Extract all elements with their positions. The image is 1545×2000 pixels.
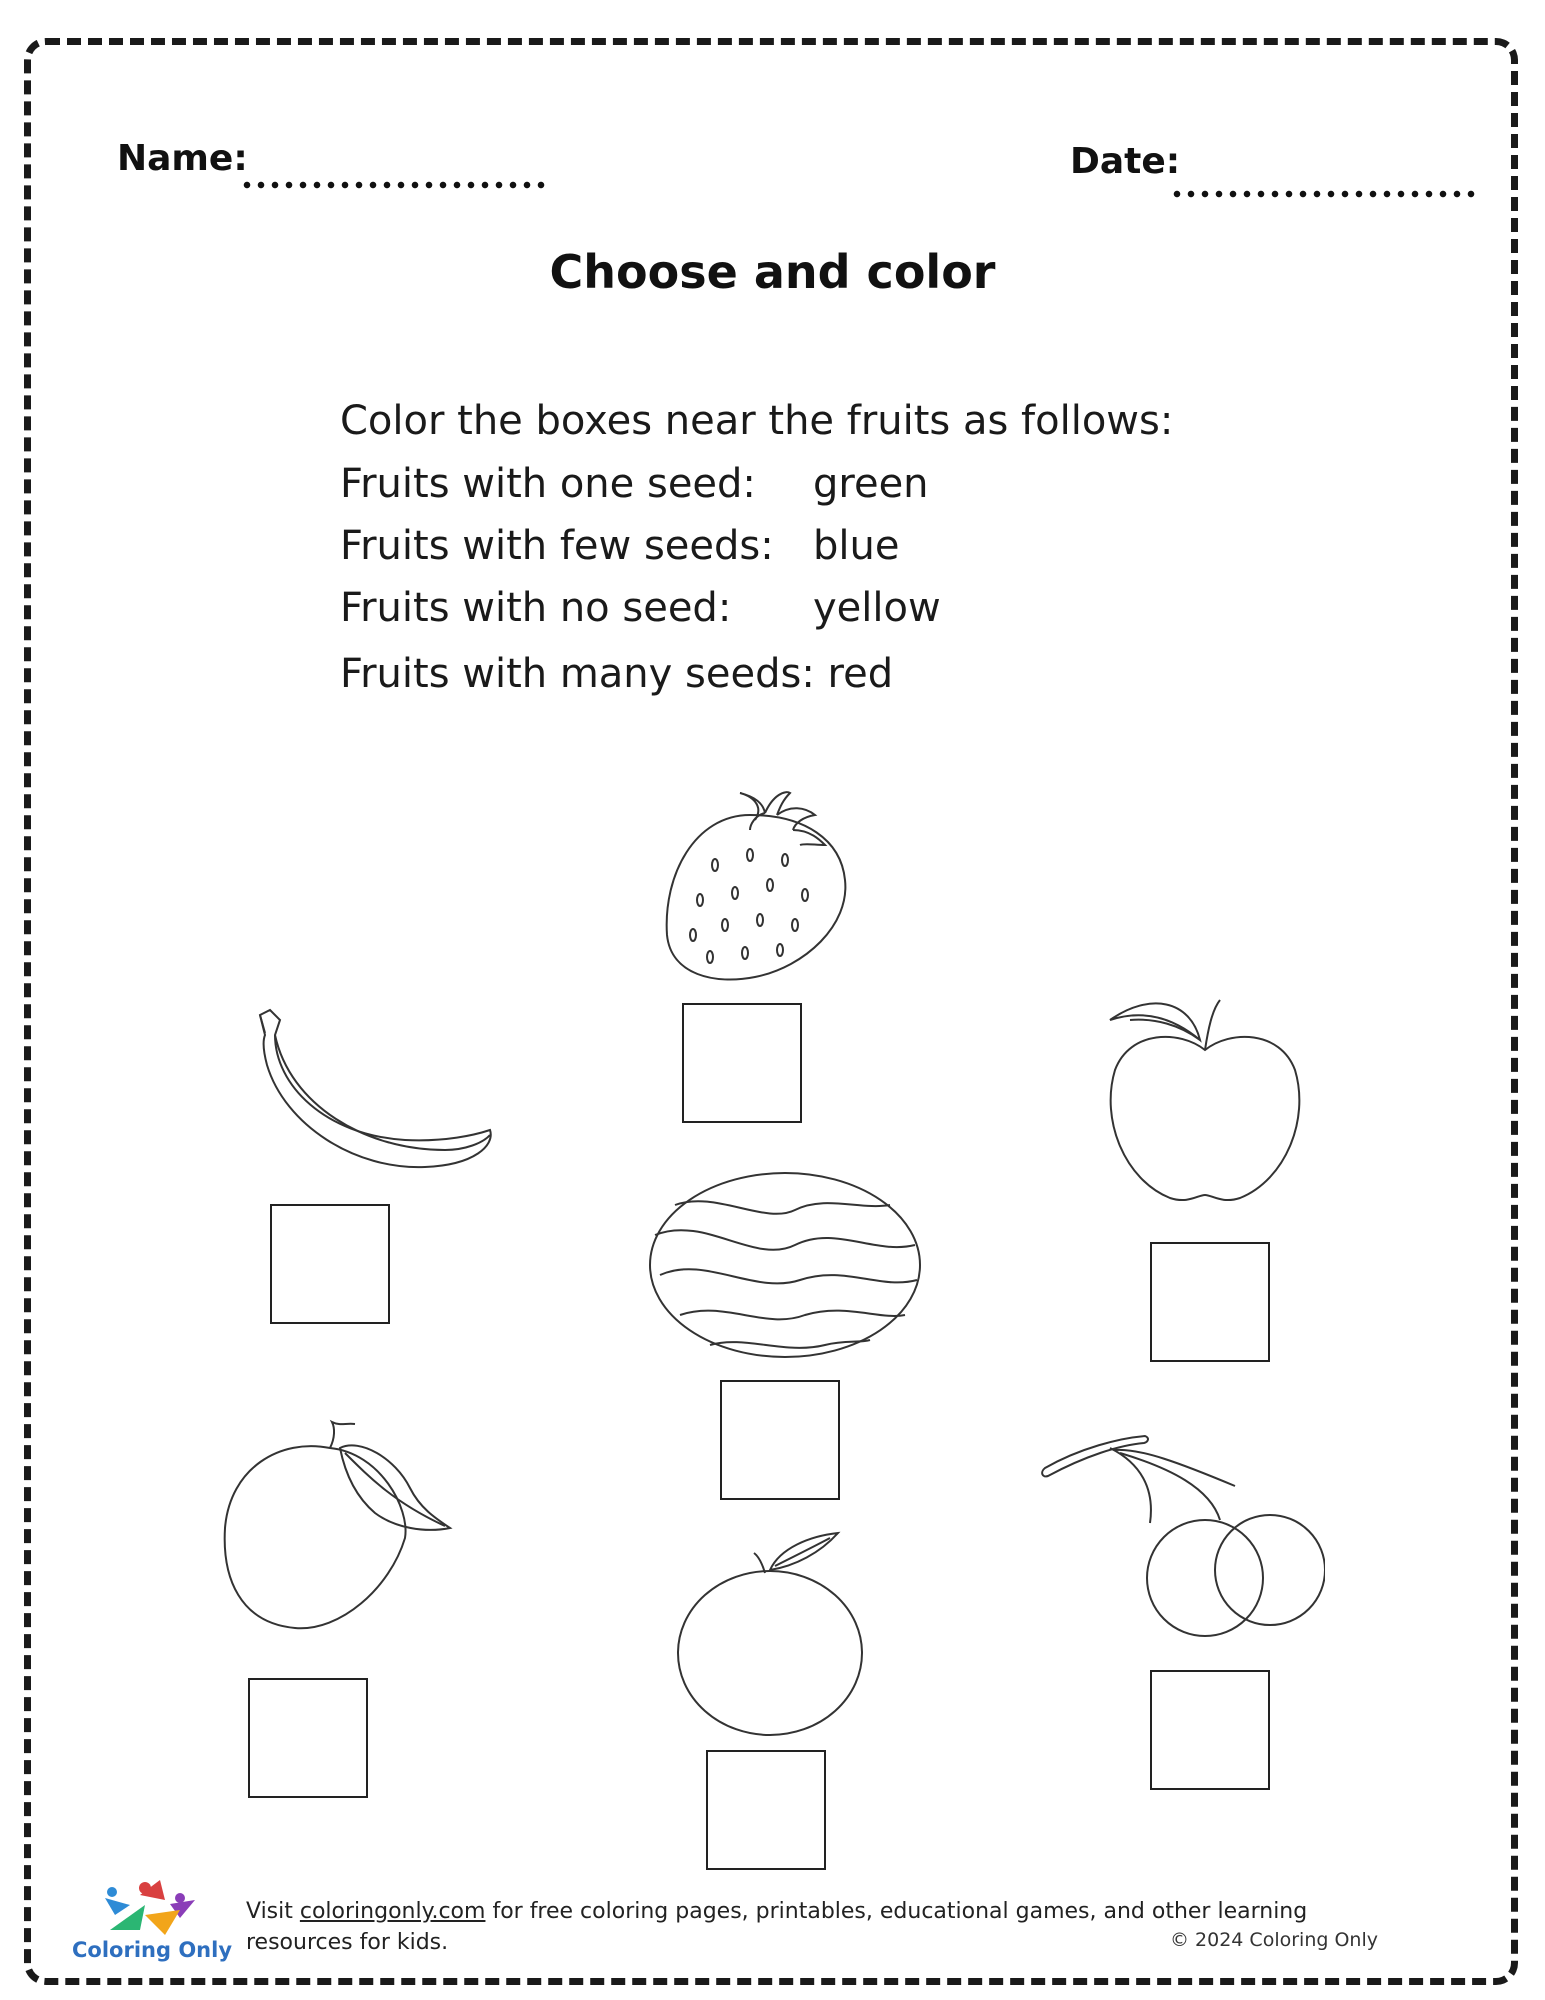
watermelon-icon — [645, 1165, 925, 1365]
mango-icon — [220, 1418, 460, 1638]
orange-icon — [670, 1528, 870, 1738]
name-line[interactable] — [240, 180, 550, 190]
rule-label: Fruits with few seeds: — [340, 523, 774, 569]
mango-color-box[interactable] — [248, 1678, 368, 1798]
copyright: © 2024 Coloring Only — [1170, 1929, 1378, 1951]
orange-color-box[interactable] — [706, 1750, 826, 1870]
banana-color-box[interactable] — [270, 1204, 390, 1324]
rule-label: Fruits with one seed: — [340, 461, 756, 507]
footer-visit: Visit — [246, 1899, 300, 1924]
rule-one-seed — [340, 461, 929, 507]
rule-no-seed — [340, 585, 941, 631]
apple-icon — [1100, 980, 1315, 1210]
rule-few-seeds — [340, 523, 900, 569]
worksheet-title: Choose and color — [549, 245, 996, 299]
watermelon-color-box[interactable] — [720, 1380, 840, 1500]
logo-text: Coloring Only — [72, 1938, 233, 1962]
rule-label: Fruits with many seeds: red — [340, 651, 894, 697]
banana-icon — [245, 1005, 495, 1175]
rule-color: blue — [813, 523, 900, 569]
strawberry-icon — [655, 785, 865, 990]
rule-many-seeds — [340, 651, 893, 697]
rule-color: green — [813, 461, 929, 507]
strawberry-color-box[interactable] — [682, 1003, 802, 1123]
date-line[interactable] — [1170, 189, 1480, 199]
instruction-intro: Color the boxes near the fruits as follows: — [340, 398, 1174, 444]
cherries-icon — [1040, 1428, 1325, 1643]
rule-color: yellow — [813, 585, 941, 631]
cherries-color-box[interactable] — [1150, 1670, 1270, 1790]
coloringonly-link[interactable]: coloringonly.com — [299, 1899, 486, 1924]
rule-label: Fruits with no seed: — [340, 585, 732, 631]
apple-color-box[interactable] — [1150, 1242, 1270, 1362]
footer-rest: for free coloring pages, printables, educational games, and other learning resources for kids. — [246, 1899, 1308, 1955]
name-label: Name: — [117, 138, 248, 179]
date-label: Date: — [1070, 141, 1181, 182]
